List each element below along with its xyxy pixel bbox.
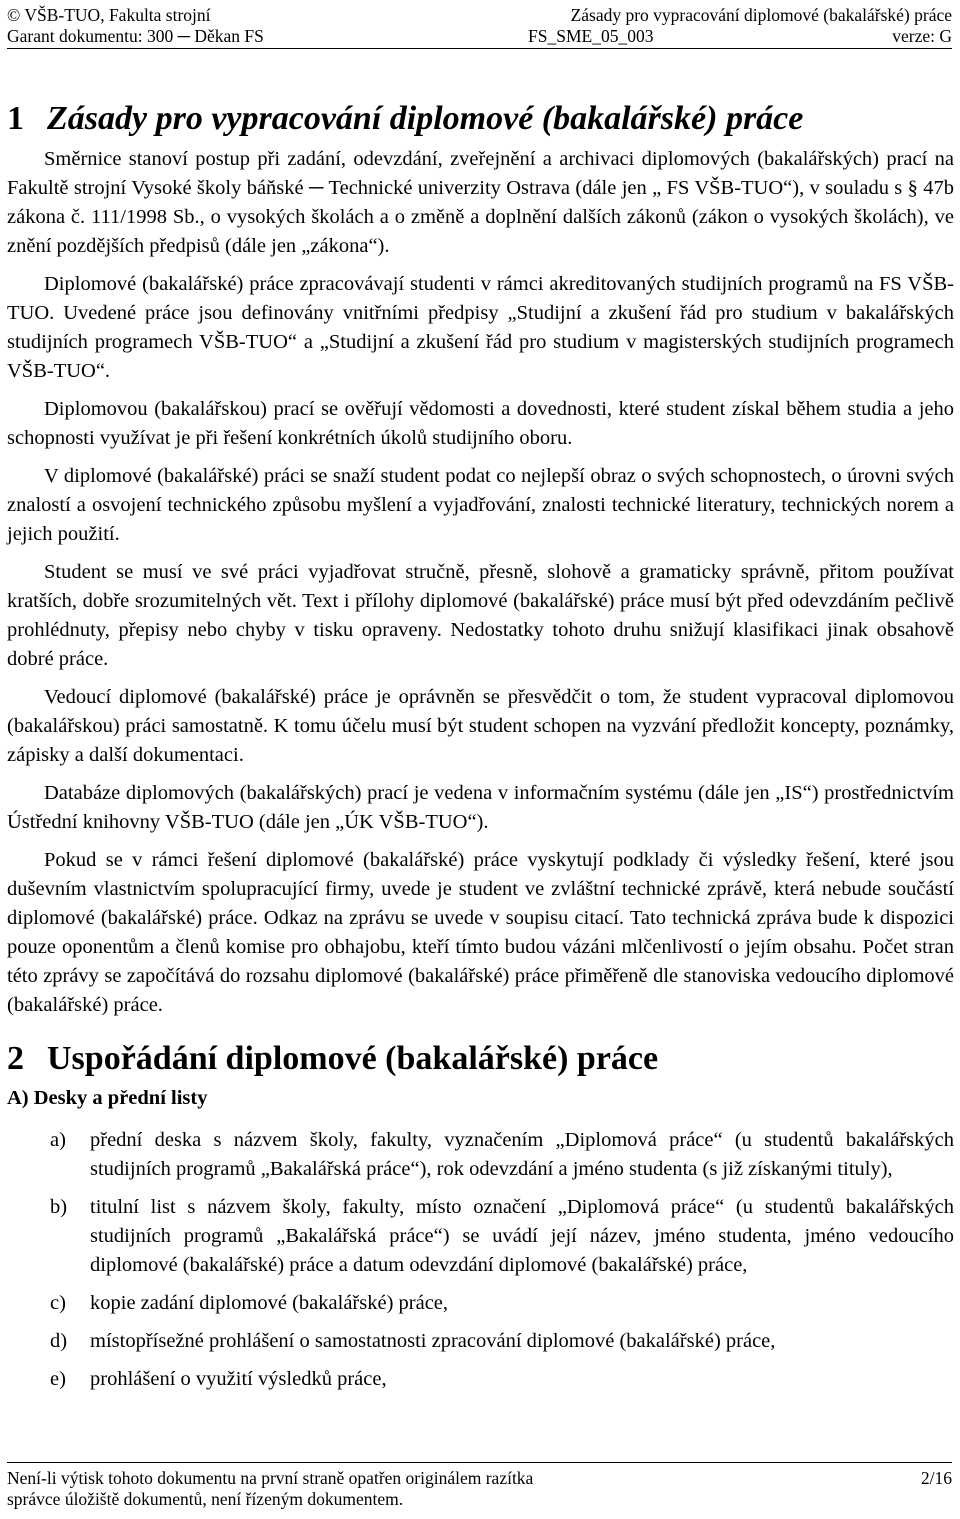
- list-item-marker: d): [50, 1330, 68, 1352]
- header-organization: © VŠB-TUO, Fakulta strojní: [7, 5, 211, 25]
- header-document-code: FS_SME_05_003: [528, 26, 654, 46]
- list-item-text: přední deska s názvem školy, fakulty, vyznačením „Diplomová práce“ (u studentů bakalářských studijních programů „Bakalářská práce“), rok odevzdání a jméno studenta (s již získanými tituly),: [90, 1129, 954, 1180]
- header-document-title: Zásady pro vypracování diplomové (bakalářské) práce: [570, 5, 952, 25]
- header-guarantor: Garant dokumentu: 300 ─ Děkan FS: [7, 26, 264, 46]
- list-item-text: titulní list s názvem školy, fakulty, místo označení „Diplomová práce“ (u studentů bakalářských studijních programů „Bakalářská práce“) se uvádí její název, jméno studenta, jméno vedoucího diplomové (bakalářské) práce a datum odevzdání diplomové (bakalářské) práce,: [90, 1196, 954, 1276]
- section-2-title: Uspořádání diplomové (bakalářské) práce: [47, 1040, 659, 1077]
- paragraph: Student se musí ve své práci vyjadřovat stručně, přesně, slohově a gramaticky správně, přitom používat kratších, dobře srozumitelných vět. Text i přílohy diplomové (bakalářské) práce musí být před odevzdáním pečlivě prohlédnuty, přepisy nebo chyby v tisku opraveny. Nedostatky tohoto druhu snižují klasifikaci jinak obsahově dobré práce.: [7, 561, 954, 670]
- list-item-marker: c): [50, 1292, 66, 1314]
- paragraph: Diplomové (bakalářské) práce zpracovávají studenti v rámci akreditovaných studijních programů na FS VŠB-TUO. Uvedené práce jsou definovány vnitřními předpisy „Studijní a zkušení řád pro studium v bakalářských studijních programech VŠB-TUO“ a „Studijní a zkušení řád pro studium v magisterských studijních programech VŠB-TUO“.: [7, 273, 954, 382]
- paragraph: Směrnice stanoví postup při zadání, odevzdání, zveřejnění a archivaci diplomových (bakalářských) prací na Fakultě strojní Vysoké školy báňské ─ Technické univerzity Ostrava (dále jen „ FS VŠB-TUO“), v souladu s § 47b zákona č. 111/1998 Sb., o vysokých školách a o změně a doplnění dalších zákonů (zákon o vysokých školách), ve znění pozdějších předpisů (dále jen „zákona“).: [7, 148, 954, 257]
- footer-divider: [7, 1462, 952, 1463]
- list-item-marker: b): [50, 1196, 68, 1218]
- paragraph: Vedoucí diplomové (bakalářské) práce je oprávněn se přesvědčit o tom, že student vypracoval diplomovou (bakalářskou) práci samostatně. K tomu účelu musí být student schopen na vyzvání předložit koncepty, poznámky, zápisky a další dokumentaci.: [7, 686, 954, 766]
- front-pages-list: [7, 1126, 954, 1394]
- list-item: [7, 1327, 954, 1356]
- page-number: 2/16: [920, 1468, 952, 1488]
- list-item-text: prohlášení o využití výsledků práce,: [90, 1368, 387, 1390]
- list-item: [7, 1289, 954, 1318]
- list-item-marker: e): [50, 1368, 66, 1390]
- list-item: [7, 1126, 954, 1184]
- footer-notice-line-2: správce úložiště dokumentů, není řízeným dokumentem.: [7, 1489, 404, 1509]
- section-2-number: 2: [7, 1040, 24, 1077]
- subsection-heading: A) Desky a přední listy: [7, 1087, 208, 1109]
- section-1-heading: [7, 97, 803, 141]
- list-item-marker: a): [50, 1129, 66, 1151]
- list-item: [7, 1365, 954, 1394]
- page-footer: [7, 1468, 952, 1510]
- list-item: [7, 1193, 954, 1280]
- page-header: [7, 5, 952, 47]
- section-1-body: [7, 145, 954, 1020]
- paragraph: Databáze diplomových (bakalářských) prací je vedena v informačním systému (dále jen „IS“) prostřednictvím Ústřední knihovny VŠB-TUO (dále jen „ÚK VŠB-TUO“).: [7, 782, 954, 833]
- list-item-text: kopie zadání diplomové (bakalářské) práce,: [90, 1292, 449, 1314]
- footer-notice-line-1: Není-li výtisk tohoto dokumentu na první straně opatřen originálem razítka: [7, 1468, 534, 1488]
- header-version: verze: G: [892, 26, 952, 46]
- section-2-heading: [7, 1037, 658, 1081]
- paragraph: V diplomové (bakalářské) práci se snaží student podat co nejlepší obraz o svých schopnostech, o úrovni svých znalostí a osvojení technického způsobu myšlení a vyjadřování, znalosti technické literatury, technických norem a jejich použití.: [7, 465, 954, 545]
- section-1-number: 1: [7, 100, 24, 137]
- header-divider: [7, 48, 952, 49]
- list-item-text: místopřísežné prohlášení o samostatnosti zpracování diplomové (bakalářské) práce,: [90, 1330, 776, 1352]
- section-1-title: Zásady pro vypracování diplomové (bakalářské) práce: [47, 100, 804, 137]
- paragraph: Pokud se v rámci řešení diplomové (bakalářské) práce vyskytují podklady či výsledky řešení, které jsou duševním vlastnictvím spolupracující firmy, uvede je student ve zvláštní technické zprávě, která nebude součástí diplomové (bakalářské) práce. Odkaz na zprávu se uvede v soupisu citací. Tato technická zpráva bude k dispozici pouze oponentům a členů komise pro obhajobu, kteří tímto budou vázáni mlčenlivostí o jejím obsahu. Počet stran této zprávy se započítává do rozsahu diplomové (bakalářské) práce přiměřeně dle stanoviska vedoucího diplomové (bakalářské) práce.: [7, 849, 954, 1016]
- paragraph: Diplomovou (bakalářskou) prací se ověřují vědomosti a dovednosti, které student získal během studia a jeho schopnosti využívat je při řešení konkrétních úkolů studijního oboru.: [7, 398, 954, 449]
